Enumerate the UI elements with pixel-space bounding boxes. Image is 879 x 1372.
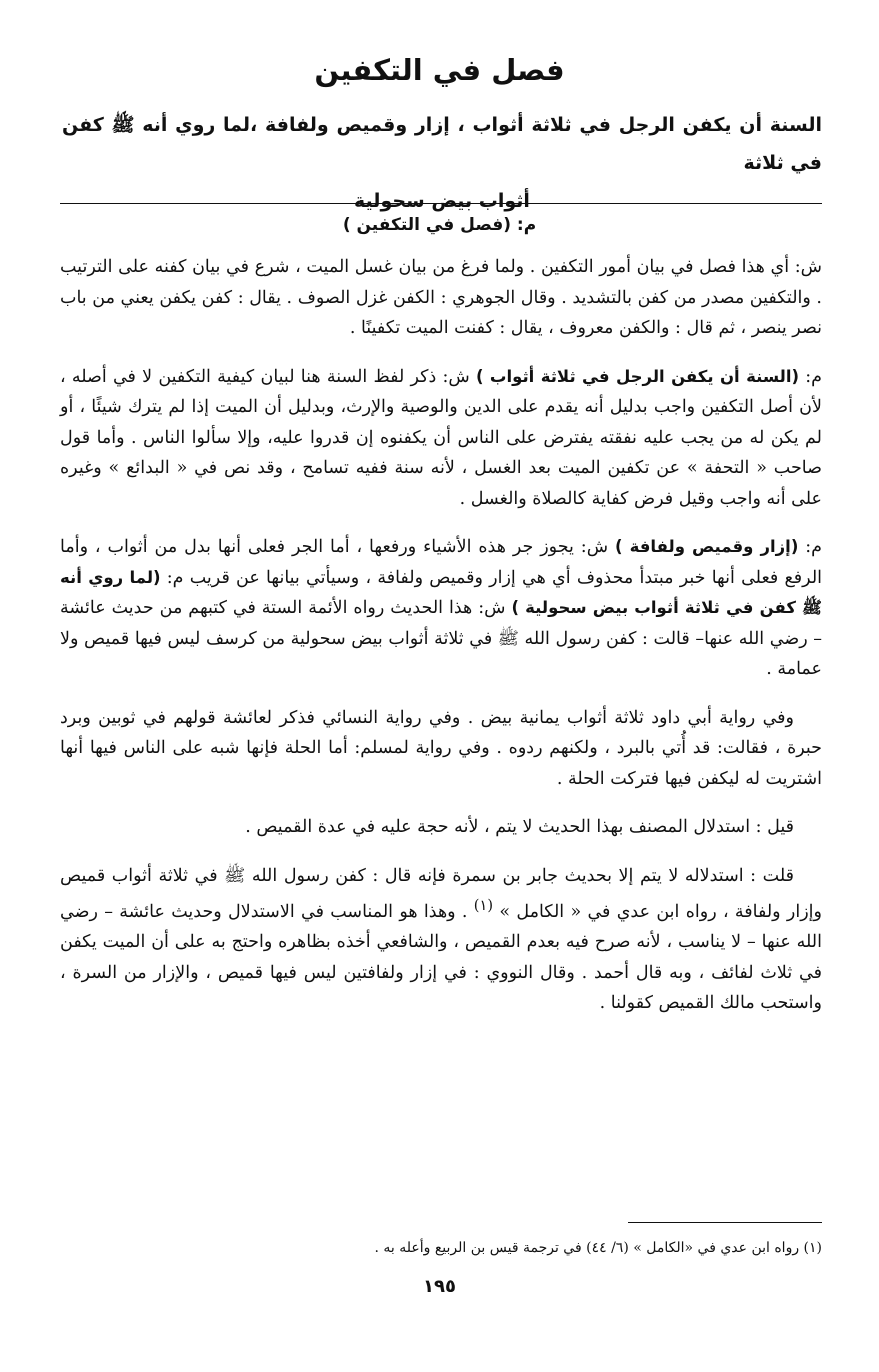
paragraph-3 xyxy=(60,532,822,685)
p3-quote-2: (لما روي أنه ﷺ كفن في ثلاثة أثواب بيض سحولية ) xyxy=(60,567,822,617)
footnote-ref: (١) xyxy=(473,897,494,914)
p3-quote-1: (إزار وقميص ولفافة ) xyxy=(614,537,799,556)
separator-line xyxy=(60,203,822,204)
matn-line-2: أثواب بيض سحولية xyxy=(354,190,530,212)
p2-text: ش: ذكر لفظ السنة هنا لبيان كيفية التكفين لا في أصله ، لأن أصل التكفين واجب بدليل أنه يقدم على الدين والوصية والإرث، وبدليل أن الميت إذا لم يترك شيئًا ، أو لم يكن له من يجب عليه نفقته يفترض على الناس أن يكفنوه إن قدروا عليه، وإلا سألوا الناس . وأما قول صاحب « التحفة » عن تكفين الميت بعد الغسل ، لأنه سنة ففيه تسامح ، وقد نص في « البدائع » وغيره على أنه واجب وقيل فرض كفاية كالصلاة والغسل . xyxy=(60,366,822,509)
matn-line-1: السنة أن يكفن الرجل في ثلاثة أثواب ، إزار وقميص ولفافة ،لما روي أنه ﷺ كفن في ثلاثة xyxy=(62,114,822,174)
paragraph-2 xyxy=(60,362,822,515)
p6-text: قلت : استدلاله لا يتم إلا بحديث جابر بن سمرة فإنه قال : كفن رسول الله ﷺ في ثلاثة أثواب قميص وإزار ولفافة ، رواه ابن عدي في « الكامل » xyxy=(60,865,822,922)
p3-text-mid: ش: يجوز جر هذه الأشياء ورفعها ، أما الجر فعلى أنها بدل من أثواب ، وأما الرفع فعلى أنها خبر مبتدأ محذوف أي هي إزار وقميص ولفافة ، وسيأتي بيانها عن قريب م: xyxy=(60,537,823,588)
paragraph-5: قيل : استدلال المصنف بهذا الحديث لا يتم ، لأنه حجة عليه في عدة القميص . xyxy=(245,817,794,837)
paragraph-6 xyxy=(60,861,822,1019)
p6-text-rest: . وهذا هو المناسب في الاستدلال وحديث عائشة – رضي الله عنها – لا يناسب ، لأنه صرح فيه بعدم القميص ، والشافعي أخذه بظاهره واحتج به على أن الميت يكفن في ثلاث لفائف ، وبه قال أحمد . وقال النووي : في إزار ولفافتين ليس فيها قميص ، والإزار من السرة ، واستحب مالك القميص كقولنا . xyxy=(60,901,822,1014)
commentary-heading: م: (فصل في التكفين ) xyxy=(342,215,537,235)
p3-lead: م: xyxy=(798,537,823,557)
p2-quote: (السنة أن يكفن الرجل في ثلاثة أثواب ) xyxy=(475,366,800,386)
chapter-title: فصل في التكفين xyxy=(314,53,565,87)
p3-text: ش: هذا الحديث رواه الأئمة الستة في كتبهم من حديث عائشة – رضي الله عنها– قالت : كفن رسول الله ﷺ في ثلاثة أثواب بيض سحولية من كرسف ليس فيها قميص ولا عمامة . xyxy=(60,598,822,679)
paragraph-4: وفي رواية أبي داود ثلاثة أثواب يمانية بيض . وفي رواية النسائي فذكر لعائشة قولهم في ثوبين وبرد حبرة ، فقالت: قد أُتي بالبرد ، ولكنهم ردوه . وفي رواية لمسلم: أما الحلة فإنها شبه على الناس فيها أنها اشتريت له ليكفن فيها فتركت الحلة . xyxy=(60,707,822,789)
page-number: ١٩٥ xyxy=(423,1276,456,1297)
p2-lead: م: xyxy=(799,366,822,387)
footnote: (١) رواه ابن عدي في «الكامل » (٦/ ٤٤) في ترجمة قيس بن الربيع وأعله به . xyxy=(374,1240,822,1256)
footnote-separator xyxy=(628,1222,822,1223)
paragraph-1: ش: أي هذا فصل في بيان أمور التكفين . ولما فرغ من بيان غسل الميت ، شرع في بيان كفنه على الترتيب . والتكفين مصدر من كفن بالتشديد . وقال الجوهري : الكفن غزل الصوف . يقال : كفن يكفن يعني من باب نصر ينصر ، ثم قال : والكفن معروف ، يقال : كفنت الميت تكفينًا . xyxy=(60,257,822,338)
commentary-body xyxy=(60,252,822,1037)
